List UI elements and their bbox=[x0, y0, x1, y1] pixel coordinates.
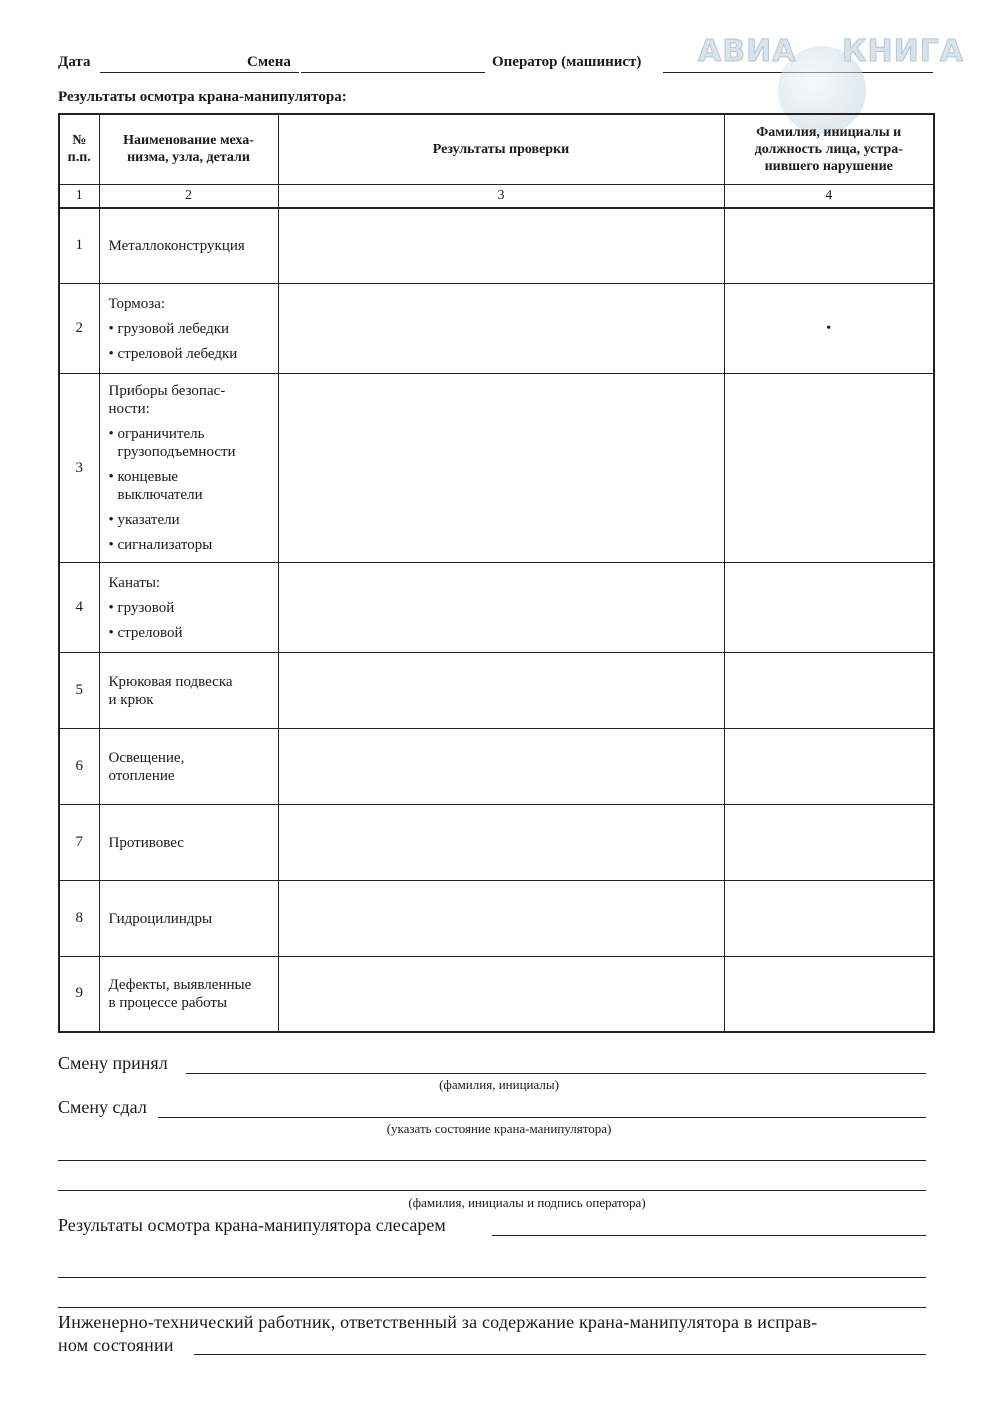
row-item-name: Гидроцилиндры bbox=[99, 881, 278, 957]
row-item-name: Канаты: • грузовой • стреловой bbox=[99, 563, 278, 653]
shift-label: Смена bbox=[247, 54, 291, 70]
column-number: 4 bbox=[724, 184, 934, 208]
operator-label: Оператор (машинист) bbox=[492, 54, 642, 70]
result-cell[interactable] bbox=[278, 284, 724, 374]
row-number: 3 bbox=[59, 374, 99, 563]
responsible-cell[interactable] bbox=[724, 729, 934, 805]
engineer-statement-line1: Инженерно-технический работник, ответственный за содержание крана-манипулятора в исправ- bbox=[58, 1312, 818, 1332]
header-name: Наименование меха- низма, узла, детали bbox=[99, 114, 278, 184]
row-item-name: Тормоза: • грузовой лебедки • стреловой лебедки bbox=[99, 284, 278, 374]
responsible-cell[interactable] bbox=[724, 653, 934, 729]
table-header-row bbox=[59, 114, 934, 184]
column-number-row bbox=[59, 184, 934, 208]
mechanic-results-field[interactable] bbox=[492, 1235, 926, 1236]
row-number: 8 bbox=[59, 881, 99, 957]
table-row bbox=[59, 957, 934, 1032]
shift-field[interactable] bbox=[301, 72, 485, 73]
result-cell[interactable] bbox=[278, 653, 724, 729]
result-cell[interactable] bbox=[278, 957, 724, 1032]
date-field[interactable] bbox=[100, 72, 299, 73]
responsible-cell[interactable]: • bbox=[724, 284, 934, 374]
table-row bbox=[59, 563, 934, 653]
responsible-cell[interactable] bbox=[724, 374, 934, 563]
table-row bbox=[59, 653, 934, 729]
responsible-cell[interactable] bbox=[724, 805, 934, 881]
crane-state-line[interactable] bbox=[58, 1160, 926, 1161]
shift-handed-field[interactable] bbox=[158, 1117, 926, 1118]
mechanic-results-line[interactable] bbox=[58, 1277, 926, 1278]
row-item-name: Освещение, отопление bbox=[99, 729, 278, 805]
responsible-cell[interactable] bbox=[724, 208, 934, 284]
mechanic-results-label: Результаты осмотра крана-манипулятора слесарем bbox=[58, 1215, 446, 1235]
operator-caption: (фамилия, инициалы и подпись оператора) bbox=[408, 1195, 646, 1210]
responsible-cell[interactable] bbox=[724, 957, 934, 1032]
table-row bbox=[59, 374, 934, 563]
row-item-name: Дефекты, выявленные в процессе работы bbox=[99, 957, 278, 1032]
operator-signature-line[interactable] bbox=[58, 1190, 926, 1191]
header-results: Результаты проверки bbox=[278, 114, 724, 184]
header-responsible: Фамилия, инициалы и должность лица, устра- нившего нарушение bbox=[724, 114, 934, 184]
date-label: Дата bbox=[58, 54, 91, 70]
row-number: 2 bbox=[59, 284, 99, 374]
table-row bbox=[59, 805, 934, 881]
row-number: 9 bbox=[59, 957, 99, 1032]
result-cell[interactable] bbox=[278, 208, 724, 284]
column-number: 1 bbox=[59, 184, 99, 208]
result-cell[interactable] bbox=[278, 729, 724, 805]
table-row bbox=[59, 881, 934, 957]
result-cell[interactable] bbox=[278, 881, 724, 957]
result-cell[interactable] bbox=[278, 374, 724, 563]
inspection-table bbox=[58, 113, 935, 1033]
row-number: 4 bbox=[59, 563, 99, 653]
row-item-name: Приборы безопас- ности: • ограничитель грузоподъемности • концевые выключатели • указатели • сигнализаторы bbox=[99, 374, 278, 563]
table-row bbox=[59, 284, 934, 374]
column-number: 3 bbox=[278, 184, 724, 208]
logo-text-right: КНИГА bbox=[842, 34, 965, 69]
engineer-field[interactable] bbox=[194, 1354, 926, 1355]
row-item-name: Крюковая подвеска и крюк bbox=[99, 653, 278, 729]
shift-accepted-label: Смену принял bbox=[58, 1053, 168, 1073]
result-cell[interactable] bbox=[278, 805, 724, 881]
handed-caption: (указать состояние крана-манипулятора) bbox=[386, 1121, 612, 1136]
shift-accepted-field[interactable] bbox=[186, 1073, 926, 1074]
row-item-name: Металлоконструкция bbox=[99, 208, 278, 284]
row-number: 5 bbox=[59, 653, 99, 729]
responsible-cell[interactable] bbox=[724, 881, 934, 957]
table-row bbox=[59, 208, 934, 284]
responsible-cell[interactable] bbox=[724, 563, 934, 653]
mechanic-results-line[interactable] bbox=[58, 1307, 926, 1308]
row-number: 7 bbox=[59, 805, 99, 881]
header-number: № п.п. bbox=[59, 114, 99, 184]
section-title: Результаты осмотра крана-манипулятора: bbox=[58, 89, 347, 105]
column-number: 2 bbox=[99, 184, 278, 208]
table-row bbox=[59, 729, 934, 805]
row-number: 1 bbox=[59, 208, 99, 284]
accepted-caption: (фамилия, инициалы) bbox=[439, 1077, 559, 1092]
engineer-statement-line2: ном состоянии bbox=[58, 1335, 174, 1355]
row-item-name: Противовес bbox=[99, 805, 278, 881]
logo-text-left: АВИА bbox=[698, 34, 797, 69]
shift-handed-label: Смену сдал bbox=[58, 1097, 147, 1117]
result-cell[interactable] bbox=[278, 563, 724, 653]
row-number: 6 bbox=[59, 729, 99, 805]
